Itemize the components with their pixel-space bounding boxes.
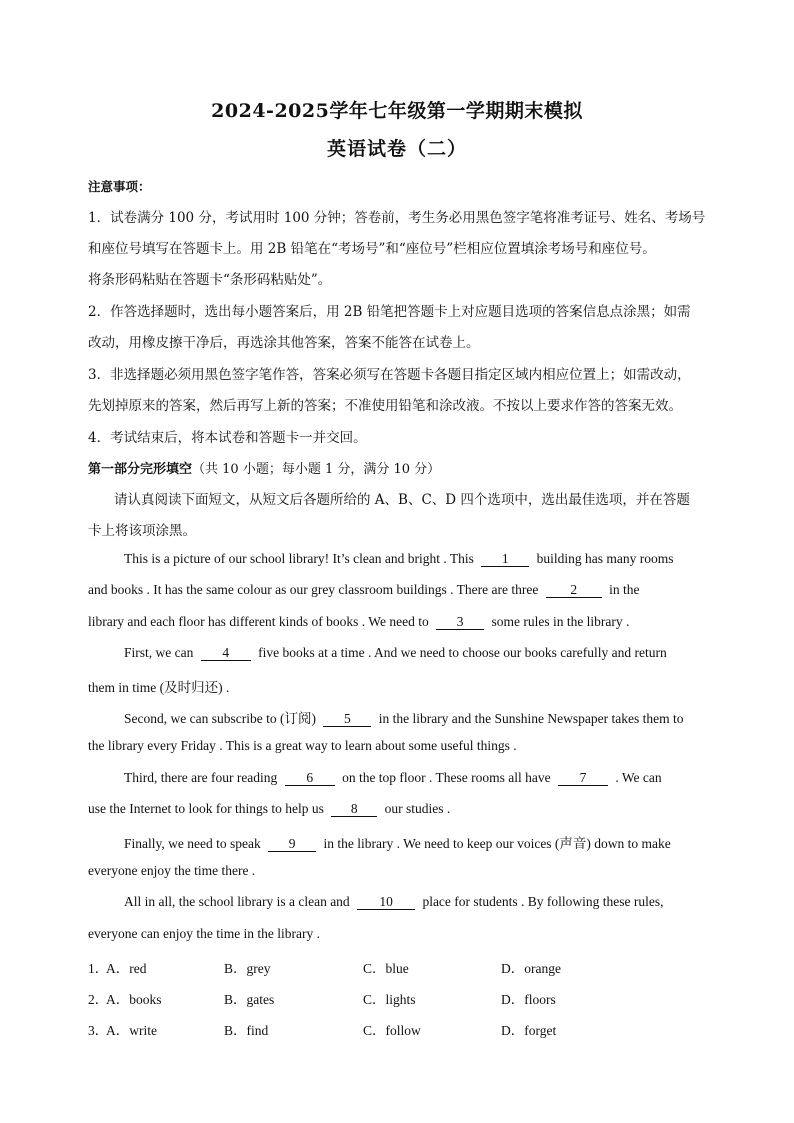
question-number: 2． [88, 992, 109, 1007]
section-heading [88, 458, 440, 477]
blank-10: 10 [357, 895, 415, 910]
passage-line: everyone enjoy the time there . [88, 863, 256, 878]
section-instruction: 卡上将该项涂黑。 [88, 523, 196, 539]
notice-line: 1．试卷满分 100 分，考试用时 100 分钟；答卷前，考生务必用黑色签字笔将准考证号、姓名、考场号 [88, 210, 706, 226]
blank-8: 8 [331, 802, 377, 817]
option-c[interactable]: C．blue [363, 961, 409, 976]
blank-5: 5 [323, 712, 371, 727]
option-b[interactable]: B．gates [224, 992, 275, 1007]
passage-line: them in time (及时归还) . [88, 680, 230, 695]
passage-line: and books . It has the same colour as our grey classroom buildings . There are three 2 in the [88, 582, 640, 597]
question-number: 3． [88, 1023, 109, 1038]
notice-line: 2．作答选择题时，选出每小题答案后，用 2B 铅笔把答题卡上对应题目选项的答案信息点涂黑；如需 [88, 304, 691, 320]
option-d[interactable]: D．floors [501, 992, 556, 1007]
option-c[interactable]: C．lights [363, 992, 416, 1007]
passage-line: First, we can 4 five books at a time . And we need to choose our books carefully and return [124, 645, 667, 660]
passage-line: Third, there are four reading 6 on the top floor . These rooms all have 7 . We can [124, 770, 662, 785]
passage-line: Finally, we need to speak 9 in the library . We need to keep our voices (声音) down to make [124, 836, 671, 851]
option-a[interactable]: A．red [106, 961, 147, 976]
option-d[interactable]: D．orange [501, 961, 561, 976]
notice-line: 将条形码粘贴在答题卡“条形码粘贴处”。 [88, 272, 332, 288]
passage-line: Second, we can subscribe to (订阅) 5 in the library and the Sunshine Newspaper takes them to [124, 711, 684, 726]
passage-line: All in all, the school library is a clean and 10 place for students . By following these rules, [124, 894, 664, 909]
option-b[interactable]: B．find [224, 1023, 269, 1038]
question-row [88, 1019, 708, 1037]
notice-line: 先划掉原来的答案，然后再写上新的答案；不准使用铅笔和涂改液。不按以上要求作答的答案无效。 [88, 398, 682, 414]
blank-2: 2 [546, 583, 602, 598]
passage-line: library and each floor has different kinds of books . We need to 3 some rules in the library . [88, 614, 630, 629]
blank-6: 6 [285, 771, 335, 786]
option-b[interactable]: B．grey [224, 961, 271, 976]
section-instruction: 请认真阅读下面短文，从短文后各题所给的 A、B、C、D 四个选项中，选出最佳选项，并在答题 [114, 492, 690, 508]
notice-heading: 注意事项： [88, 179, 151, 194]
blank-7: 7 [558, 771, 608, 786]
exam-title: 2024-2025学年七年级第一学期期末模拟 [211, 100, 583, 122]
notice-line: 和座位号填写在答题卡上。用 2B 铅笔在“考场号”和“座位号”栏相应位置填涂考场号和座位号。 [88, 241, 656, 257]
option-a[interactable]: A．write [106, 1023, 157, 1038]
question-row [88, 957, 708, 975]
option-d[interactable]: D．forget [501, 1023, 557, 1038]
question-row [88, 988, 708, 1006]
notice-line: 改动，用橡皮擦干净后，再选涂其他答案，答案不能答在试卷上。 [88, 335, 480, 351]
blank-1: 1 [481, 552, 529, 567]
notice-line: 4．考试结束后，将本试卷和答题卡一并交回。 [88, 430, 367, 446]
passage-line: the library every Friday . This is a great way to learn about some useful things . [88, 738, 517, 753]
blank-4: 4 [201, 646, 251, 661]
option-c[interactable]: C．follow [363, 1023, 421, 1038]
notice-line: 3．非选择题必须用黑色签字笔作答，答案必须写在答题卡各题目指定区域内相应位置上；如需改动， [88, 367, 691, 383]
blank-9: 9 [268, 837, 316, 852]
section-title: 第一部分完形填空 [88, 462, 193, 477]
blank-3: 3 [436, 615, 484, 630]
exam-subtitle: 英语试卷（二） [326, 138, 467, 160]
passage-line: This is a picture of our school library! It’s clean and bright . This 1 building has many rooms [124, 551, 674, 566]
option-a[interactable]: A．books [106, 992, 162, 1007]
question-number: 1． [88, 961, 109, 976]
passage-line: use the Internet to look for things to help us 8 our studies . [88, 801, 451, 816]
section-note: （共 10 小题；每小题 1 分，满分 10 分） [192, 462, 441, 477]
passage-line: everyone can enjoy the time in the library . [88, 926, 321, 941]
